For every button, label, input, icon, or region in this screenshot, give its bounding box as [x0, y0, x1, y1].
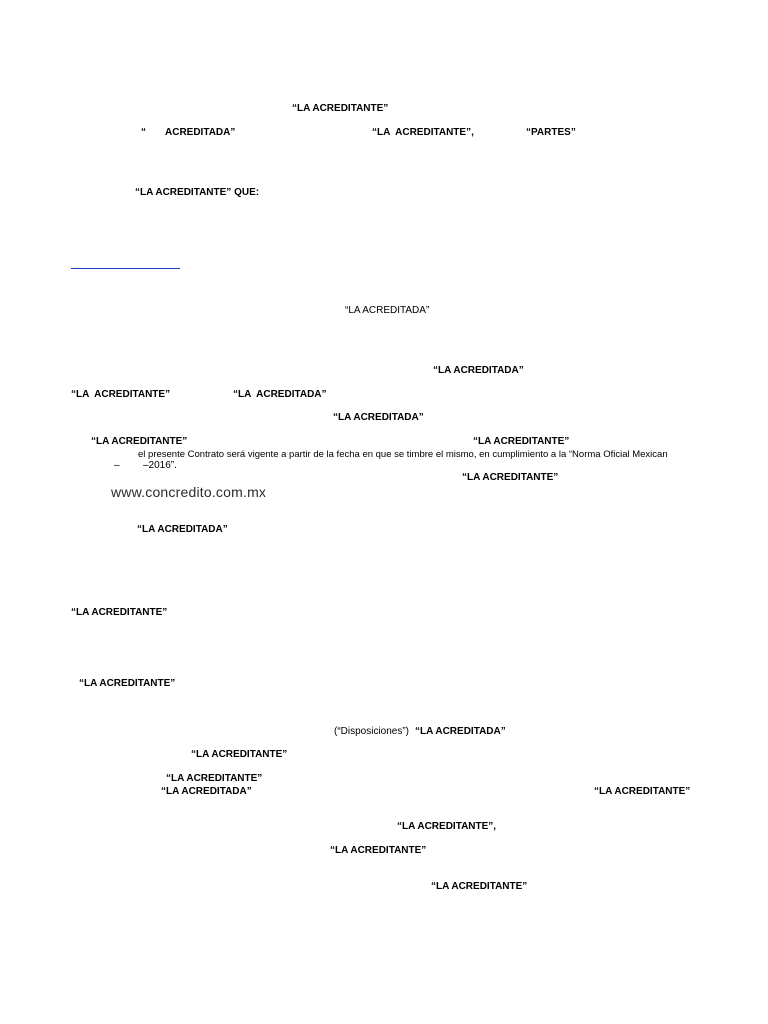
website-url: www.concredito.com.mx	[111, 484, 267, 500]
text-acreditada: ACREDITADA”	[165, 127, 236, 138]
text-la-acreditante: “LA ACREDITANTE”,	[397, 821, 497, 832]
text-la-acreditante: “LA ACREDITANTE”	[71, 607, 168, 618]
text-la-acreditante: “LA ACREDITANTE”	[330, 845, 427, 856]
text-vigencia-clause: el presente Contrato será vigente a partir de la fecha en que se timbre el mismo, en cumplimiento a la “Norma Oficial Mexican	[138, 449, 668, 460]
text-la-acreditante: “LA ACREDITANTE”	[473, 436, 570, 447]
text-la-acreditada: “LA ACREDITADA”	[415, 726, 506, 737]
text-la-acreditante: “LA ACREDITANTE”	[79, 678, 176, 689]
text-dash: –	[114, 460, 120, 471]
text-partes: “PARTES”	[526, 127, 576, 138]
text-la-acreditada: “LA ACREDITADA”	[137, 524, 228, 535]
text-norma-year: –2016”.	[143, 460, 177, 471]
text-la-acreditante: “LA ACREDITANTE”	[594, 786, 691, 797]
text-disposiciones: (“Disposiciones”)	[334, 726, 410, 737]
text-la-acreditante: “LA ACREDITANTE”	[292, 103, 389, 114]
text-la-acreditante-que: “LA ACREDITANTE” QUE:	[135, 187, 260, 198]
text-la-acreditante: “LA ACREDITANTE”	[71, 389, 171, 400]
text-la-acreditada: “LA ACREDITADA”	[233, 389, 327, 400]
text-la-acreditante: “LA ACREDITANTE”	[431, 881, 528, 892]
text-la-acreditada: “LA ACREDITADA”	[333, 412, 424, 423]
text-la-acreditada: “LA ACREDITADA”	[345, 305, 430, 316]
text-la-acreditada: “LA ACREDITADA”	[161, 786, 252, 797]
text-la-acreditada: “LA ACREDITADA”	[433, 365, 524, 376]
text-la-acreditante: “LA ACREDITANTE”,	[372, 127, 474, 138]
text-la-acreditante: “LA ACREDITANTE”	[462, 472, 559, 483]
hyperlink-underline[interactable]	[71, 268, 180, 269]
text-open-quote: “	[141, 127, 146, 138]
text-la-acreditante: “LA ACREDITANTE”	[191, 749, 288, 760]
text-la-acreditante: “LA ACREDITANTE”	[166, 773, 263, 784]
text-la-acreditante: “LA ACREDITANTE”	[91, 436, 188, 447]
